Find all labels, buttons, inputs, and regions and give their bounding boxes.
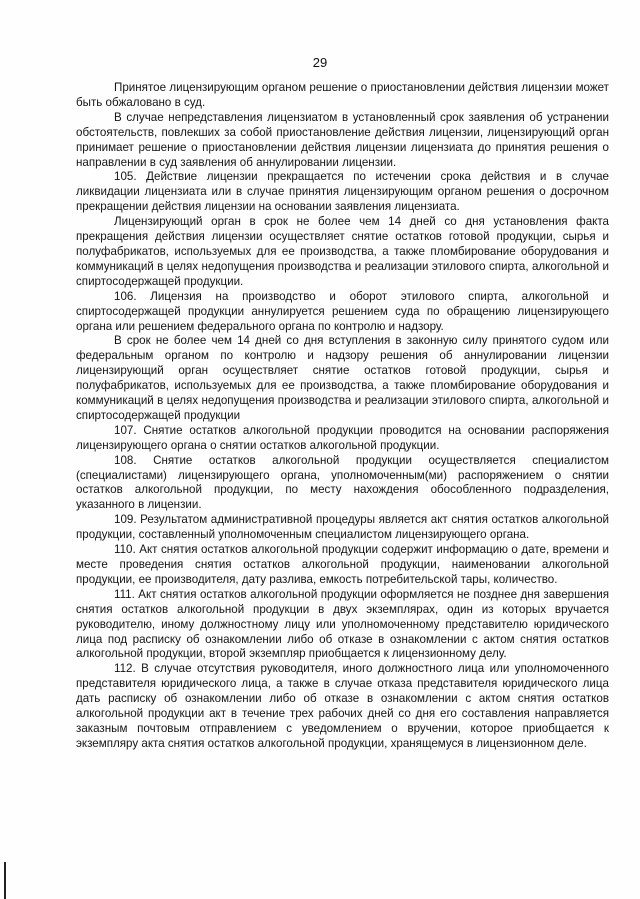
paragraph-111: 111. Акт снятия остатков алкогольной продукции оформляется не позднее дня завершения снятия остатков алкогольной продукции в двух экземплярах, один из которых вручается руководителю, иному должностному лицу или уполномоченному представителю юридического лица под расписку об ознакомлении либо об отказе в ознакомлении с актом снятия остатков алкогольной продукции, второй экземпляр приобщается к лицензионному делу. [76,587,609,661]
paragraph: Лицензирующий орган в срок не более чем 14 дней со дня установления факта прекращения действия лицензии осуществляет снятие остатков готовой продукции, сырья и полуфабрикатов, используемых для ее производства, а также пломбирование оборудования и коммуникаций в целях недопущения производства и реализации этилового спирта, алкогольной и спиртосодержащей продукции. [76,215,609,288]
scan-edge-mark [4,862,6,899]
paragraph-112: 112. В случае отсутствия руководителя, иного должностного лица или уполномоченного представителя юридического лица, а также в случае отказа представителя юридического лица дать расписку об ознакомлении либо об отказе в ознакомлении с актом снятия остатков алкогольной продукции акт в течение трех рабочих дней со дня его составления направляется заказным почтовым отправлением с уведомлением о вручении, которое приобщается к экземпляру акта снятия остатков алкогольной продукции, хранящемуся в лицензионном деле. [76,662,609,750]
paragraph-105: 105. Действие лицензии прекращается по истечении срока действия и в случае ликвидации лицензиата или в случае принятия лицензирующим органом решения о досрочном прекращении действия лицензии на основании заявления лицензиата. [76,170,609,214]
paragraph: В случае непредставления лицензиатом в установленный срок заявления об устранении обстоятельств, повлекших за собой приостановление действия лицензии, лицензирующий орган принимает решение о приостановлении действия лицензии лицензиата до принятия решения о направлении в суд заявления об аннулировании лицензии. [76,110,609,169]
document-body [76,81,609,752]
paragraph: Принятое лицензирующим органом решение о приостановлении действия лицензии может быть обжаловано в суд. [76,81,609,109]
paragraph-109: 109. Результатом административной процедуры является акт снятия остатков алкогольной продукции, составленный уполномоченным специалистом лицензирующего органа. [76,513,609,542]
paragraph: В срок не более чем 14 дней со дня вступления в законную силу принятого судом или федеральным органом по контролю и надзору решения об аннулировании лицензии лицензирующий орган осуществляет снятие остатков готовой продукции, сырья и полуфабрикатов, используемых для ее производства, а также пломбирование оборудования и коммуникаций в целях недопущения производства и реализации этилового спирта, алкогольной и спиртосодержащей продукции [76,334,609,422]
paragraph-108: 108. Снятие остатков алкогольной продукции осуществляется специалистом (специалистами) лицензирующего органа, уполномоченным(ми) распоряжением о снятии остатков алкогольной продукции, по месту нахождения обособленного подразделения, указанного в лицензии. [76,453,609,512]
paragraph-110: 110. Акт снятия остатков алкогольной продукции содержит информацию о дате, времени и месте проведения снятия остатков алкогольной продукции, наименовании алкогольной продукции, ее производителя, дату разлива, емкость потребительской тары, количество. [76,543,609,586]
page-number: 29 [312,55,328,70]
paragraph-107: 107. Снятие остатков алкогольной продукции проводится на основании распоряжения лицензирующего органа о снятии остатков алкогольной продукции. [76,423,609,452]
paragraph-106: 106. Лицензия на производство и оборот этилового спирта, алкогольной и спиртосодержащей продукции аннулируется решением суда по обращению лицензирующего органа или решением федерального органа по контролю и надзору. [76,289,609,333]
